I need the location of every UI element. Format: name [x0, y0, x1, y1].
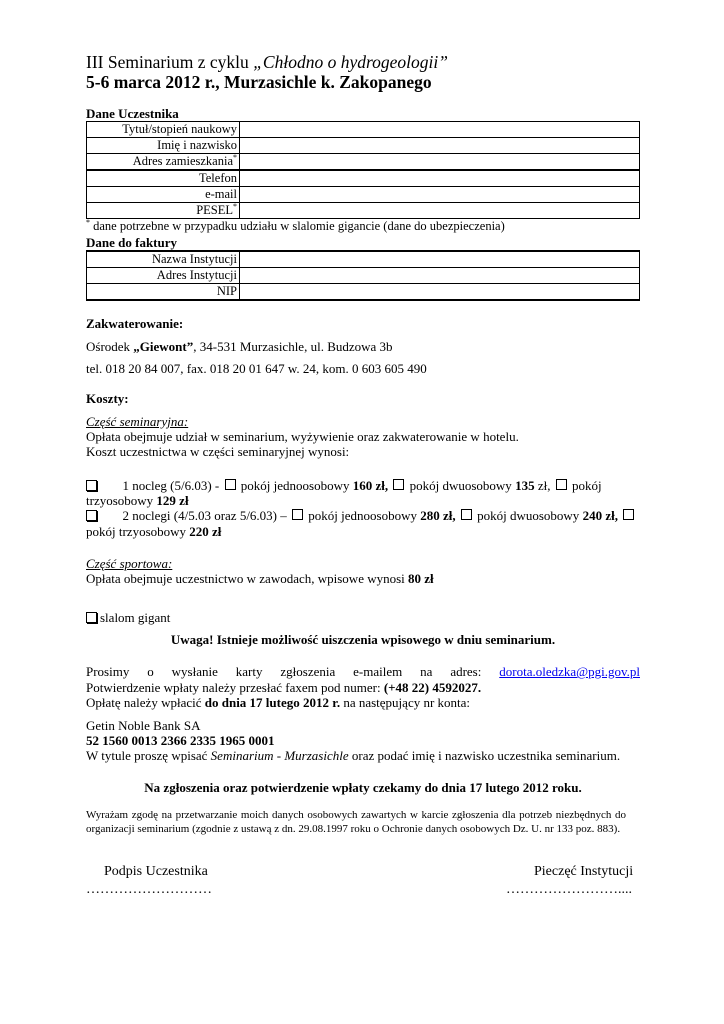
row-label: Nazwa Instytucji — [87, 251, 240, 268]
row-label: Adres zamieszkania* — [87, 154, 240, 171]
title-prefix: III Seminarium z cyklu — [86, 52, 254, 72]
title-italic: „Chłodno o hydrogeologii” — [253, 52, 448, 72]
sport-line: Opłata obejmuje uczestnictwo w zawodach, wpisowe wynosi 80 zł — [86, 571, 434, 586]
row-label: Telefon — [87, 170, 240, 187]
row-label: Tytuł/stopień naukowy — [87, 122, 240, 138]
invoice-heading: Dane do faktury — [86, 235, 178, 250]
accommodation-heading: Zakwaterowanie: — [86, 316, 184, 331]
table-row — [87, 203, 640, 219]
phone-field[interactable] — [240, 170, 640, 187]
stamp-label: Pieczęć Instytucji — [534, 864, 634, 879]
nip-field[interactable] — [240, 284, 640, 301]
option-2-cont: pokój trzyosobowy 220 zł — [86, 524, 222, 539]
account-number: 52 1560 0013 2366 2335 1965 0001 — [86, 733, 275, 748]
participant-heading: Dane Uczestnika — [86, 106, 179, 121]
table-row — [87, 122, 640, 138]
email-field[interactable] — [240, 187, 640, 203]
checkbox-icon[interactable] — [556, 479, 567, 490]
table-row — [87, 154, 640, 171]
row-label: Imię i nazwisko — [87, 138, 240, 154]
table-row — [87, 284, 640, 301]
participant-footnote: * dane potrzebne w przypadku udziału w slalomie gigancie (dane do ubezpieczenia) — [86, 218, 505, 233]
row-label: NIP — [87, 284, 240, 301]
option-2: 2 noclegi (4/5.03 oraz 5/6.03) – pokój jednoosobowy 280 zł, pokój dwuosobowy 240 zł, — [86, 508, 640, 523]
option-1-cont: trzyosobowy 129 zł — [86, 493, 189, 508]
checkbox-icon[interactable] — [461, 509, 472, 520]
payment-line-3: Opłatę należy wpłacić do dnia 17 lutego 2012 r. na następujący nr konta: — [86, 695, 471, 710]
notice: Uwaga! Istnieje możliwość uiszczenia wpisowego w dniu seminarium. — [170, 632, 556, 647]
table-row — [87, 251, 640, 268]
bank-name: Getin Noble Bank SA — [86, 718, 201, 733]
checkbox-icon[interactable] — [393, 479, 404, 490]
seminar-line-1: Opłata obejmuje udział w seminarium, wyżywienie oraz zakwaterowanie w hotelu. — [86, 429, 519, 444]
table-row — [87, 170, 640, 187]
row-label: e-mail — [87, 187, 240, 203]
accommodation-line-2: tel. 018 20 84 007, fax. 018 20 01 647 w. 24, kom. 0 603 605 490 — [86, 361, 427, 376]
sport-heading: Część sportowa: — [86, 556, 173, 571]
costs-heading: Koszty: — [86, 391, 129, 406]
payment-line-2: Potwierdzenie wpłaty należy przesłać faxem pod numer: (+48 22) 4592027. — [86, 680, 482, 695]
signature-dots: ……………………… — [86, 882, 212, 897]
payment-line-1: Prosimy o wysłanie karty zgłoszenia e-mailem na adres: dorota.oledzka@pgi.gov.pl — [86, 664, 640, 679]
checkbox-icon[interactable] — [623, 509, 634, 520]
name-field[interactable] — [240, 138, 640, 154]
seminar-line-2: Koszt uczestnictwa w części seminaryjnej wynosi: — [86, 444, 350, 459]
seminar-heading: Część seminaryjna: — [86, 414, 189, 429]
checkbox-icon[interactable] — [225, 479, 236, 490]
title-line-1 — [86, 52, 448, 73]
option-2-checkbox[interactable] — [86, 510, 97, 521]
table-row — [87, 268, 640, 284]
table-row — [87, 138, 640, 154]
signature-label: Podpis Uczestnika — [104, 864, 208, 879]
invoice-table — [86, 250, 640, 301]
institution-name-field[interactable] — [240, 251, 640, 268]
row-label: Adres Instytucji — [87, 268, 240, 284]
option-1-checkbox[interactable] — [86, 480, 97, 491]
email-link[interactable]: dorota.oledzka@pgi.gov.pl — [499, 664, 640, 679]
option-1: 1 nocleg (5/6.03) - pokój jednoosobowy 160 zł, pokój dwuosobowy 135 zł, pokój — [86, 478, 640, 493]
address-field[interactable] — [240, 154, 640, 171]
row-label: PESEL* — [87, 203, 240, 219]
deadline: Na zgłoszenia oraz potwierdzenie wpłaty czekamy do dnia 17 lutego 2012 roku. — [144, 780, 582, 795]
consent-text: Wyrażam zgodę na przetwarzanie moich danych osobowych zawartych w karcie zgłoszenia dla potrzeb niezbędnych do organizacji seminarium (zgodnie z ustawą z dn. 29.08.1997 roku o Ochronie danych osobowych Dz. U. nr 133 poz. 883). — [86, 809, 626, 835]
slalom-checkbox[interactable] — [86, 612, 97, 623]
participant-table — [86, 121, 640, 219]
checkbox-icon[interactable] — [292, 509, 303, 520]
slalom-option: slalom gigant — [86, 610, 170, 625]
accommodation-line-1: Ośrodek „Giewont”, 34-531 Murzasichle, ul. Budzowa 3b — [86, 339, 393, 354]
pesel-field[interactable] — [240, 203, 640, 219]
institution-address-field[interactable] — [240, 268, 640, 284]
tytul-field[interactable] — [240, 122, 640, 138]
title-line-2: 5-6 marca 2012 r., Murzasichle k. Zakopanego — [86, 72, 432, 92]
stamp-dots: …………………….... — [506, 882, 632, 897]
table-row — [87, 187, 640, 203]
transfer-title: W tytule proszę wpisać Seminarium - Murzasichle oraz podać imię i nazwisko uczestnika seminarium. — [86, 748, 621, 763]
